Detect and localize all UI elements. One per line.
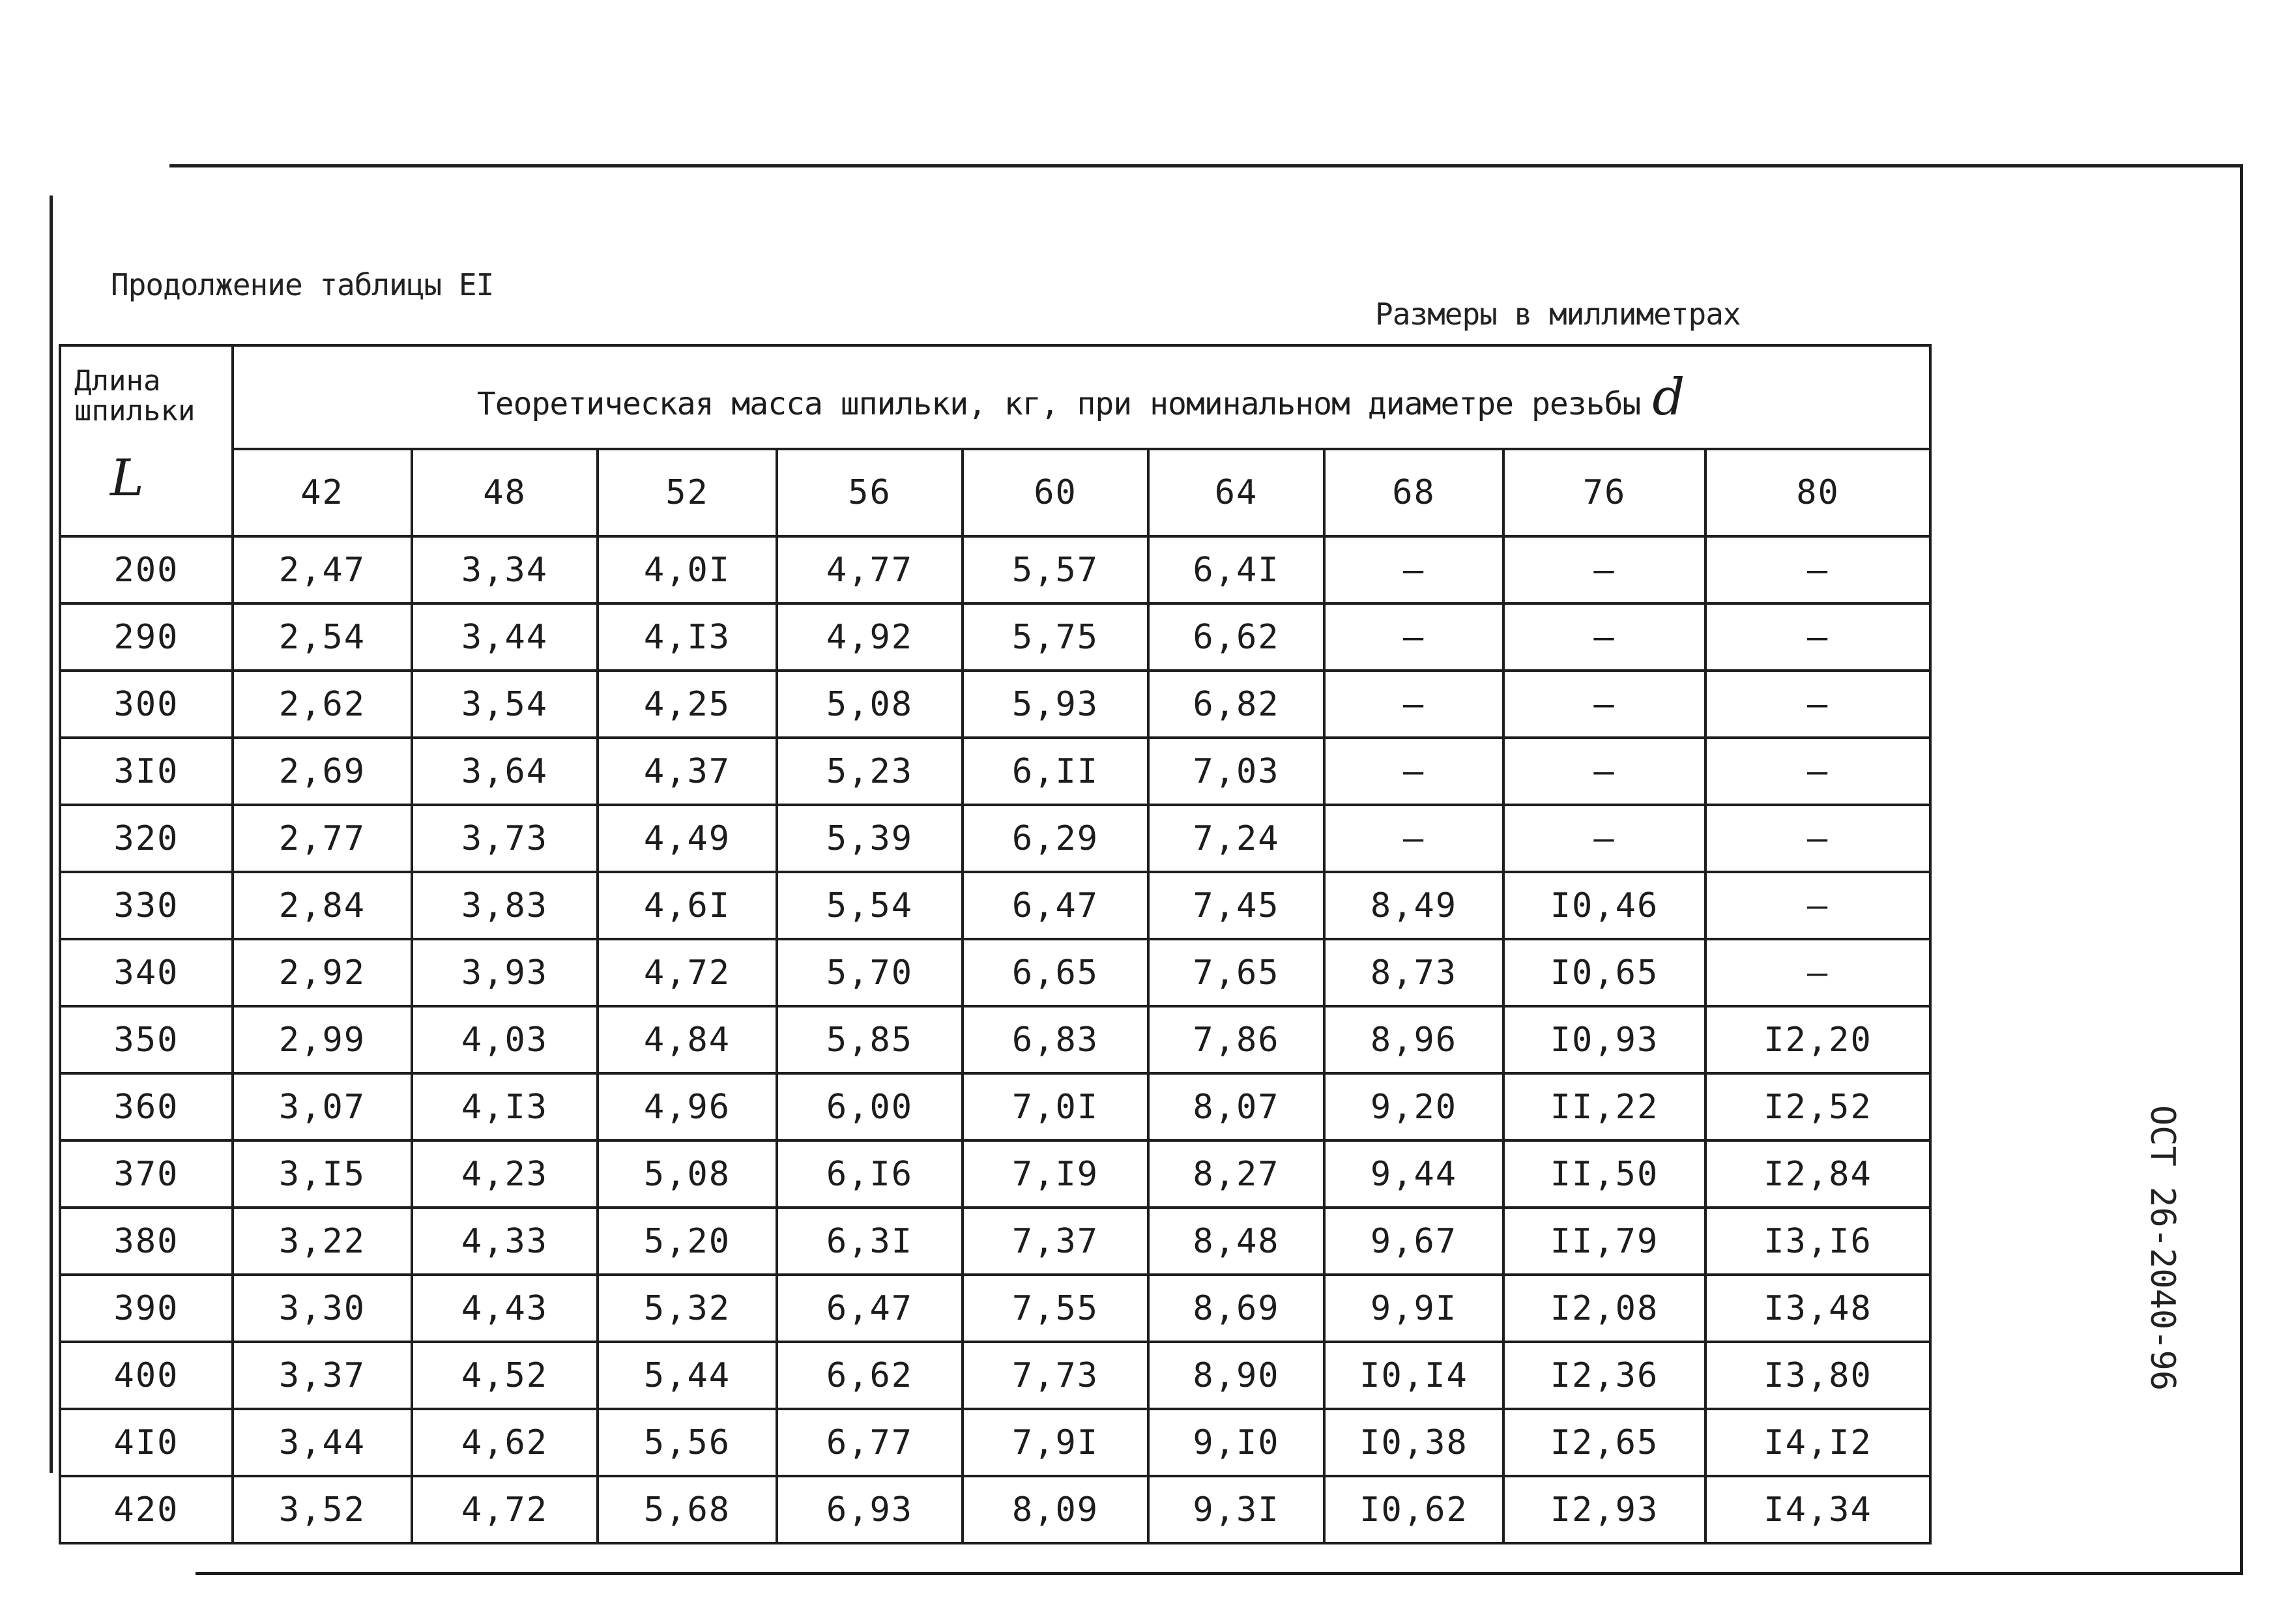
mass-cell: 3,52 [233,1476,412,1543]
mass-cell: 5,57 [963,536,1148,603]
units-note: Размеры в миллиметрах [1375,297,1741,332]
mass-cell: 8,48 [1148,1208,1324,1275]
mass-cell: 4,37 [598,738,777,805]
mass-cell: 5,54 [777,872,963,939]
mass-cell: 7,9I [963,1409,1148,1476]
mass-cell: 8,49 [1324,872,1503,939]
mass-cell: 9,9I [1324,1275,1503,1342]
mass-cell: 6,62 [1148,603,1324,671]
table-body [60,345,1930,1543]
length-cell: 400 [60,1342,233,1409]
mass-cell: 5,75 [963,603,1148,671]
mass-cell: 6,47 [777,1275,963,1342]
mass-cell: I0,93 [1503,1006,1705,1073]
mass-cell: 4,I3 [598,603,777,671]
mass-cell: 3,73 [412,805,598,872]
mass-cell: 4,I3 [412,1073,598,1140]
mass-cell: 6,I6 [777,1140,963,1208]
mass-cell: I0,38 [1324,1409,1503,1476]
mass-cell: 8,69 [1148,1275,1324,1342]
mass-cell: 6,4I [1148,536,1324,603]
table-row [60,1073,1930,1140]
length-cell: 390 [60,1275,233,1342]
mass-cell: 8,90 [1148,1342,1324,1409]
length-cell: 420 [60,1476,233,1543]
table-row [60,805,1930,872]
mass-cell: – [1324,671,1503,738]
mass-cell: 5,44 [598,1342,777,1409]
diameter-header-cell: 48 [412,449,598,536]
mass-cell: – [1503,536,1705,603]
mass-cell: 3,83 [412,872,598,939]
mass-cell: I2,84 [1705,1140,1930,1208]
frame-bottom-line [196,1572,2243,1575]
mass-cell: – [1705,939,1930,1006]
mass-cell: I0,46 [1503,872,1705,939]
mass-cell: 7,I9 [963,1140,1148,1208]
diameter-header-cell: 42 [233,449,412,536]
mass-cell: 8,09 [963,1476,1148,1543]
mass-cell: 4,52 [412,1342,598,1409]
stub-header-line1: Длина [74,364,161,398]
frame-left-line [50,196,53,1473]
mass-cell: 9,3I [1148,1476,1324,1543]
mass-cell: 2,77 [233,805,412,872]
mass-cell: 6,82 [1148,671,1324,738]
header-row [60,345,1930,449]
mass-cell: 7,45 [1148,872,1324,939]
diameter-symbol: d [1652,368,1687,427]
mass-cell: 3,54 [412,671,598,738]
mass-cell: 8,07 [1148,1073,1324,1140]
mass-cell: 7,65 [1148,939,1324,1006]
mass-cell: – [1324,603,1503,671]
mass-cell: 7,03 [1148,738,1324,805]
mass-cell: I4,I2 [1705,1409,1930,1476]
mass-cell: – [1705,671,1930,738]
mass-cell: 7,73 [963,1342,1148,1409]
mass-cell: I4,34 [1705,1476,1930,1543]
length-cell: 4I0 [60,1409,233,1476]
mass-cell: I2,20 [1705,1006,1930,1073]
length-cell: 370 [60,1140,233,1208]
table-row [60,1342,1930,1409]
mass-cell: 8,96 [1324,1006,1503,1073]
mass-cell: 3,22 [233,1208,412,1275]
mass-cell: 2,92 [233,939,412,1006]
length-cell: 290 [60,603,233,671]
mass-cell: I0,I4 [1324,1342,1503,1409]
mass-cell: 5,56 [598,1409,777,1476]
mass-cell: I3,48 [1705,1275,1930,1342]
table-row [60,671,1930,738]
length-cell: 380 [60,1208,233,1275]
mass-cell: 6,65 [963,939,1148,1006]
mass-cell: I3,I6 [1705,1208,1930,1275]
mass-cell: 8,27 [1148,1140,1324,1208]
mass-cell: 6,47 [963,872,1148,939]
diameter-header-cell: 60 [963,449,1148,536]
mass-cell: 7,55 [963,1275,1148,1342]
mass-cell: I0,62 [1324,1476,1503,1543]
mass-cell: 7,37 [963,1208,1148,1275]
length-cell: 3I0 [60,738,233,805]
mass-cell: II,22 [1503,1073,1705,1140]
length-cell: 200 [60,536,233,603]
mass-cell: 3,I5 [233,1140,412,1208]
mass-cell: 5,23 [777,738,963,805]
mass-cell: – [1503,805,1705,872]
length-cell: 300 [60,671,233,738]
mass-cell: 4,23 [412,1140,598,1208]
mass-cell: I3,80 [1705,1342,1930,1409]
diameter-header-cell: 64 [1148,449,1324,536]
mass-cell: 9,I0 [1148,1409,1324,1476]
mass-cell: 3,93 [412,939,598,1006]
mass-cell: 9,44 [1324,1140,1503,1208]
mass-cell: 6,00 [777,1073,963,1140]
mass-cell: – [1705,805,1930,872]
mass-cell: 2,99 [233,1006,412,1073]
mass-cell: 4,0I [598,536,777,603]
mass-cell: 8,73 [1324,939,1503,1006]
mass-cell: 3,37 [233,1342,412,1409]
frame-top-line [169,164,2242,167]
mass-cell: – [1705,872,1930,939]
mass-cell: 7,24 [1148,805,1324,872]
mass-cell: I2,93 [1503,1476,1705,1543]
mass-cell: 6,93 [777,1476,963,1543]
mass-cell: 2,54 [233,603,412,671]
mass-cell: 2,84 [233,872,412,939]
mass-cell: 4,49 [598,805,777,872]
mass-cell: 6,77 [777,1409,963,1476]
mass-cell: – [1705,738,1930,805]
diameter-header-row [60,449,1930,536]
mass-cell: 5,08 [598,1140,777,1208]
mass-cell: – [1705,536,1930,603]
mass-cell: 4,96 [598,1073,777,1140]
mass-cell: 4,72 [412,1476,598,1543]
mass-cell: 6,II [963,738,1148,805]
mass-cell: 4,6I [598,872,777,939]
diameter-header-cell: 80 [1705,449,1930,536]
table-row [60,738,1930,805]
table-row [60,603,1930,671]
mass-cell: II,50 [1503,1140,1705,1208]
diameter-header-cell: 52 [598,449,777,536]
mass-cell: 3,64 [412,738,598,805]
mass-cell: 4,77 [777,536,963,603]
mass-cell: – [1705,603,1930,671]
mass-cell: I2,36 [1503,1342,1705,1409]
mass-cell: 6,83 [963,1006,1148,1073]
mass-cell: 4,25 [598,671,777,738]
table-row [60,939,1930,1006]
mass-cell: 5,32 [598,1275,777,1342]
table-row [60,1409,1930,1476]
mass-cell: – [1324,805,1503,872]
mass-cell: – [1503,738,1705,805]
mass-cell: 3,44 [412,603,598,671]
stud-mass-table [59,344,1932,1544]
frame-right-line [2240,164,2243,1575]
mass-cell: 3,07 [233,1073,412,1140]
table-row [60,1006,1930,1073]
mass-cell: I0,65 [1503,939,1705,1006]
table-row [60,1208,1930,1275]
stub-header-cell [60,345,233,536]
diameter-header-cell: 56 [777,449,963,536]
table-row [60,1275,1930,1342]
mass-cell: 6,3I [777,1208,963,1275]
document-code: ОСТ 26-2040-96 [2143,1105,2182,1391]
mass-cell: 5,70 [777,939,963,1006]
mass-cell: 5,08 [777,671,963,738]
span-header-cell [233,345,1930,449]
mass-cell: – [1503,603,1705,671]
mass-cell: 6,62 [777,1342,963,1409]
mass-cell: 4,62 [412,1409,598,1476]
mass-cell: 5,85 [777,1006,963,1073]
mass-cell: 5,20 [598,1208,777,1275]
mass-cell: 9,20 [1324,1073,1503,1140]
mass-cell: 4,43 [412,1275,598,1342]
table-row [60,536,1930,603]
span-header-text: Теоретическая масса шпильки, кг, при номинальном диаметре резьбы [476,385,1641,422]
mass-cell: 7,0I [963,1073,1148,1140]
mass-cell: – [1324,536,1503,603]
table-row [60,1476,1930,1543]
mass-cell: 3,44 [233,1409,412,1476]
mass-cell: 4,33 [412,1208,598,1275]
mass-cell: – [1503,671,1705,738]
length-cell: 330 [60,872,233,939]
mass-cell: – [1324,738,1503,805]
mass-cell: 2,47 [233,536,412,603]
table-row [60,872,1930,939]
mass-cell: 3,34 [412,536,598,603]
mass-cell: 2,69 [233,738,412,805]
mass-cell: 9,67 [1324,1208,1503,1275]
length-cell: 350 [60,1006,233,1073]
mass-cell: 7,86 [1148,1006,1324,1073]
mass-cell: 6,29 [963,805,1148,872]
length-cell: 360 [60,1073,233,1140]
mass-cell: I2,52 [1705,1073,1930,1140]
mass-cell: 4,84 [598,1006,777,1073]
diameter-header-cell: 68 [1324,449,1503,536]
mass-cell: I2,65 [1503,1409,1705,1476]
mass-cell: 4,92 [777,603,963,671]
mass-cell: 2,62 [233,671,412,738]
length-cell: 340 [60,939,233,1006]
diameter-header-cell: 76 [1503,449,1705,536]
mass-cell: 5,39 [777,805,963,872]
table-caption: Продолжение таблицы EI [111,267,494,302]
stub-header-line2: шпильки [74,394,196,428]
mass-cell: I2,08 [1503,1275,1705,1342]
mass-cell: 3,30 [233,1275,412,1342]
mass-cell: 5,68 [598,1476,777,1543]
mass-cell: 4,03 [412,1006,598,1073]
length-cell: 320 [60,805,233,872]
mass-cell: 4,72 [598,939,777,1006]
mass-cell: 5,93 [963,671,1148,738]
mass-cell: II,79 [1503,1208,1705,1275]
table-row [60,1140,1930,1208]
length-symbol: L [110,449,145,508]
